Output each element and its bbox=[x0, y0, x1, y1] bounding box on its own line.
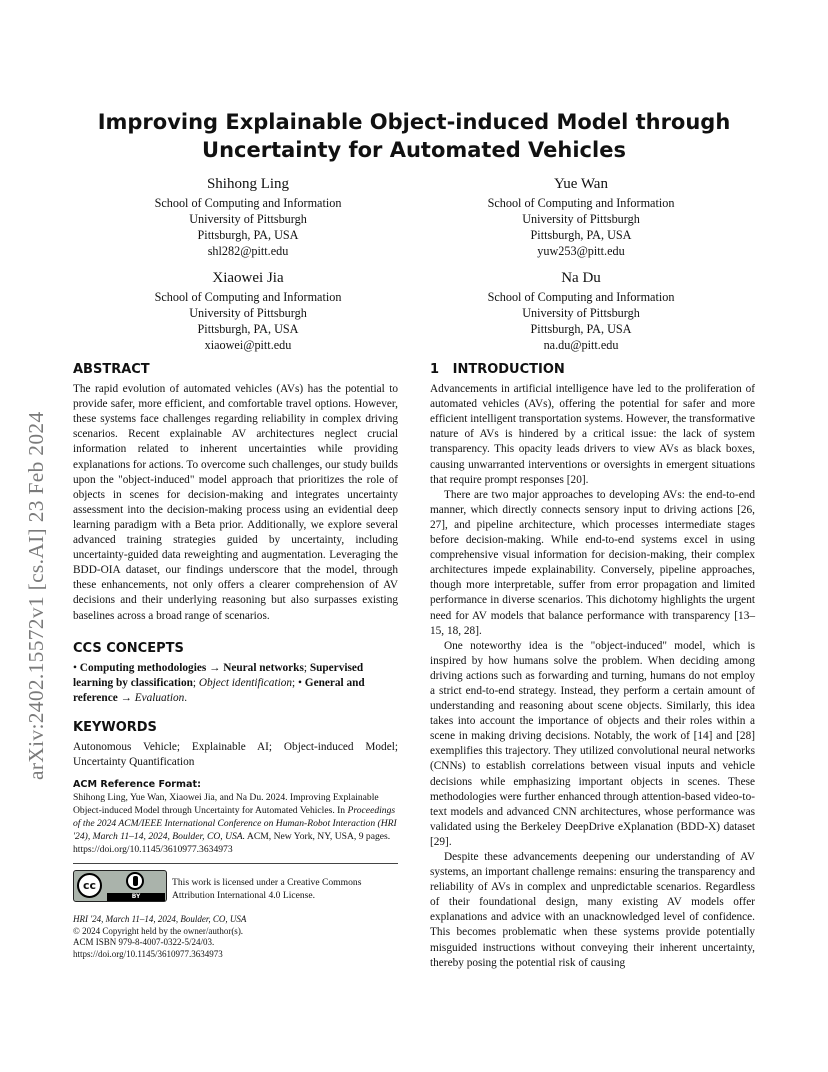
footer-info bbox=[73, 914, 403, 960]
title-line-1: Improving Explainable Object-induced Model through bbox=[97, 110, 731, 134]
paper-title bbox=[70, 108, 758, 164]
acm-ref-venue: Proceedings of the 2024 ACM/IEEE International Conference on Human-Robot Interaction (HRI '24), March 11–14, 2024, Boulder, CO, USA. bbox=[73, 805, 397, 843]
author-name: Shihong Ling bbox=[206, 176, 290, 192]
ccs-concept: Evaluation bbox=[134, 691, 185, 704]
author-block bbox=[431, 269, 731, 353]
acm-ref-part: Shihong Ling, Yue Wan, Xiaowei Jia, and Na Du. 2024. Improving Explainable Object-induced Model through Uncertainty for Automated Vehicles. In bbox=[73, 792, 379, 817]
author-block bbox=[431, 175, 731, 259]
ccs-sep: ; bbox=[192, 676, 199, 689]
author-email[interactable]: na.du@pitt.edu bbox=[543, 338, 619, 352]
intro-paragraph-4: Despite these advancements deepening our understanding of AV systems, an important challenge remains: ensuring the transparency and reliability of AVs in complex and unpredictable scenarios. Regardless of their foundational design, many existing AV models offer explanations and advice with an unacknowledged level of confidence. This becomes problematic when these systems provide potentially misguided instructions without conveying their inherent uncertainty, thereby posing the potential risk of causing bbox=[430, 851, 755, 969]
acm-reference-text bbox=[73, 791, 398, 856]
author-univ: University of Pittsburgh bbox=[522, 212, 640, 226]
by-label: BY bbox=[107, 893, 165, 901]
author-location: Pittsburgh, PA, USA bbox=[530, 228, 632, 242]
author-name: Na Du bbox=[561, 270, 601, 286]
ccs-text bbox=[73, 661, 398, 706]
bullet: • bbox=[73, 661, 80, 674]
ccs-concept: Computing methodologies → Neural networks bbox=[79, 661, 304, 674]
keywords-heading: KEYWORDS bbox=[73, 719, 157, 735]
cc-icon: cc bbox=[77, 873, 102, 898]
left-column bbox=[73, 362, 398, 856]
abstract-text: The rapid evolution of automated vehicles (AVs) has the potential to provide safer, more efficient, and comfortable travel options. However, these systems face challenges regarding reliability in complex driving scenarios. Recent explainable AV architectures neglect crucial information related to inherent uncertainties while providing explanations for actions. To overcome such challenges, our study builds upon the "object-induced" model approach that prioritizes the role of objects in scenes for decision-making and integrates uncertainty assessment into the decision-making process using an evidential deep learning paradigm with a Beta prior. Additionally, we explore several advanced training strategies guided by uncertainty, including uncertainty-guided data reweighting and augmentation. Leveraging the BDD-OIA dataset, our findings underscore that the model, through these enhancements, not only offers a clearer comprehension of AV decisions and their underlying reasoning but also surpasses existing baselines across a broad range of scenarios. bbox=[73, 383, 398, 622]
author-dept: School of Computing and Information bbox=[487, 290, 675, 304]
author-email[interactable]: yuw253@pitt.edu bbox=[537, 244, 625, 258]
license-text: This work is licensed under a Creative Commons Attribution International 4.0 License. bbox=[172, 877, 362, 901]
ccs-sep: ; bbox=[292, 676, 298, 689]
author-dept: School of Computing and Information bbox=[154, 196, 342, 210]
title-line-2: Uncertainty for Automated Vehicles bbox=[202, 138, 626, 162]
author-univ: University of Pittsburgh bbox=[189, 212, 307, 226]
doi-link[interactable]: https://doi.org/10.1145/3610977.3634973 bbox=[73, 948, 223, 959]
divider bbox=[73, 863, 398, 864]
author-name: Yue Wan bbox=[554, 176, 608, 192]
ccs-concept: General and reference bbox=[73, 676, 365, 704]
intro-heading: 1 INTRODUCTION bbox=[430, 362, 565, 377]
intro-paragraph-1: Advancements in artificial intelligence have led to the proliferation of automated vehicles (AVs), offering the potential for safer and more efficient intelligent transportation systems. However, the transformative nature of AVs is hindered by a critical issue: the lack of system transparency. This opacity leads drivers to view AVs as black boxes, causing unwarranted interventions or oversights in emergent situations that require prompt responses [20]. bbox=[430, 383, 755, 486]
author-block bbox=[98, 269, 398, 353]
author-email[interactable]: xiaowei@pitt.edu bbox=[204, 338, 292, 352]
author-block bbox=[98, 175, 398, 259]
ccs-concept: Supervised learning by classification bbox=[73, 661, 364, 689]
keywords-text: Autonomous Vehicle; Explainable AI; Object-induced Model; Uncertainty Quantification bbox=[73, 741, 398, 769]
acm-reference-heading: ACM Reference Format: bbox=[73, 779, 201, 791]
isbn-line: ACM ISBN 979-8-4007-0322-5/24/03. bbox=[73, 937, 215, 948]
acm-ref-part: ACM, New York, NY, USA, 9 pages. https://doi.org/10.1145/3610977.3634973 bbox=[73, 831, 391, 856]
author-location: Pittsburgh, PA, USA bbox=[197, 322, 299, 336]
right-column bbox=[430, 362, 755, 971]
bullet: • bbox=[298, 676, 305, 689]
author-dept: School of Computing and Information bbox=[487, 196, 675, 210]
author-univ: University of Pittsburgh bbox=[522, 306, 640, 320]
cc-by-license-badge[interactable] bbox=[73, 870, 167, 902]
arxiv-stamp: arXiv:2402.15572v1 [cs.AI] 23 Feb 2024 bbox=[24, 411, 48, 780]
intro-paragraph-2: There are two major approaches to developing AVs: the end-to-end manner, which directly connects sensory input to driving actions [26, 27], and pipeline architecture, which processes intermediate stages before decision-making. While end-to-end systems excel in using comprehensive visual information for decision-making, their complex architectures impede explainability. Conversely, pipeline approaches, though more interpretable, suffer from error propagation and limited performance in diverse scenarios. This dichotomy highlights the urgent need for AV models that balance performance with transparency [13–15, 18, 28]. bbox=[430, 488, 755, 637]
ccs-concept: Object identification bbox=[198, 676, 293, 689]
abstract-heading: ABSTRACT bbox=[73, 362, 150, 377]
copyright-line: © 2024 Copyright held by the owner/author(s). bbox=[73, 925, 244, 936]
ccs-heading: CCS CONCEPTS bbox=[73, 640, 184, 656]
ccs-sep: → bbox=[117, 691, 135, 704]
ccs-sep: ; bbox=[303, 661, 310, 674]
author-email[interactable]: shl282@pitt.edu bbox=[207, 244, 289, 258]
author-location: Pittsburgh, PA, USA bbox=[197, 228, 299, 242]
intro-paragraph-3: One noteworthy idea is the "object-induced" model, which is inspired by how humans solve the problem. When deciding among driving actions such as forwarding and turning, humans do not employ a strict end-to-end strategy. Instead, they perform a certain amount of understanding and reasoning about scene objects. Similarly, this idea takes into account the importance of objects and their roles within a scene in making driving decisions. Notably, the work of [14] and [28] exemplifies this trajectory. They utilized convolutional neural networks (CNNs) to establish correlations between visual inputs and vehicle decisions while emphasizing important objects in scenes. These methodologies were further enhanced through attention-based video-to-text models and advanced CNN architectures, whose performance was validated using the Berkeley DeepDrive eXplanation (BDD-X) dataset [29]. bbox=[430, 639, 755, 848]
author-name: Xiaowei Jia bbox=[212, 270, 284, 286]
person-icon bbox=[126, 872, 144, 890]
acm-reference bbox=[73, 778, 398, 856]
ccs-sep: . bbox=[184, 691, 188, 704]
conference-line: HRI '24, March 11–14, 2024, Boulder, CO, USA bbox=[73, 914, 247, 924]
author-location: Pittsburgh, PA, USA bbox=[530, 322, 632, 336]
author-dept: School of Computing and Information bbox=[154, 290, 342, 304]
author-univ: University of Pittsburgh bbox=[189, 306, 307, 320]
